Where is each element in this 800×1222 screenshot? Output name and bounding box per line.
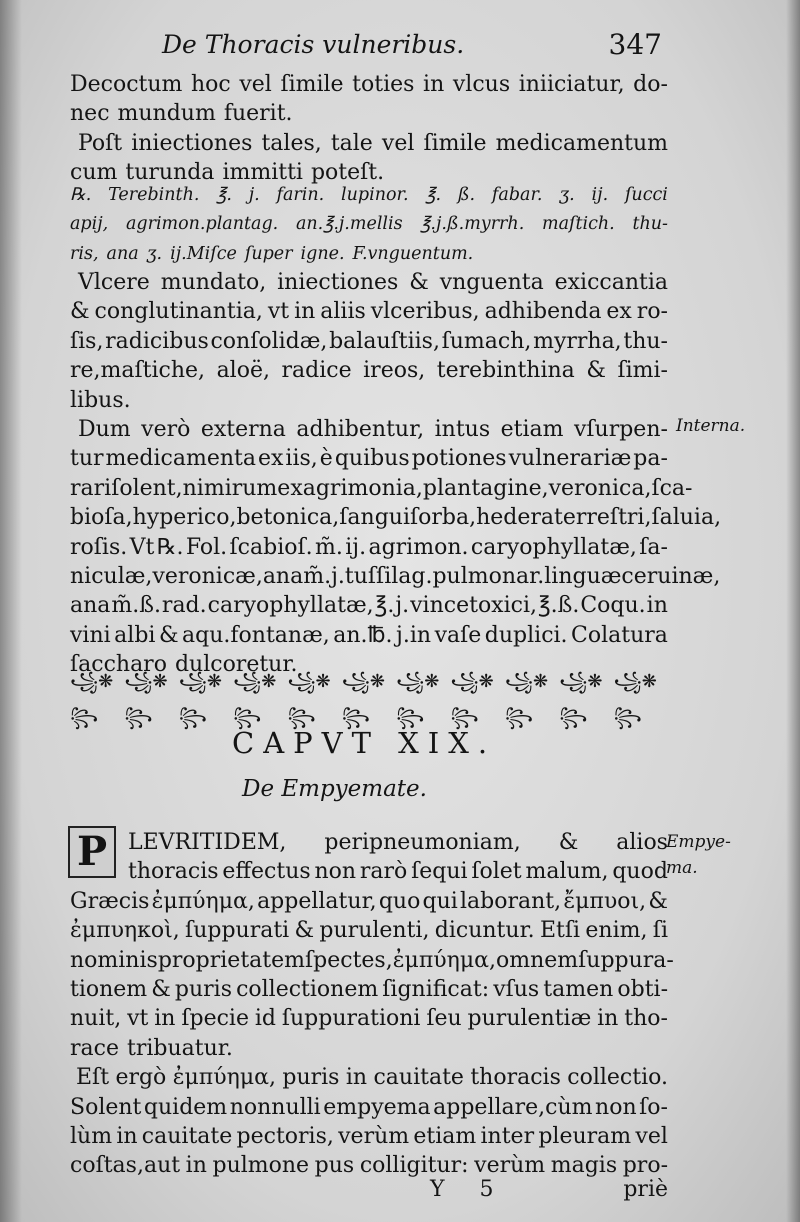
word: vlcus bbox=[452, 72, 511, 97]
word: empyema bbox=[323, 1094, 431, 1120]
text-line bbox=[70, 327, 668, 356]
word: ℥.j.ß.myrrh. bbox=[420, 214, 525, 235]
word: non bbox=[595, 1094, 637, 1120]
text-line bbox=[70, 70, 668, 99]
word: ex bbox=[257, 446, 284, 472]
text-line bbox=[70, 503, 722, 532]
word: ℞. bbox=[70, 185, 92, 205]
word: etiam bbox=[500, 416, 564, 442]
word: hoc bbox=[191, 72, 231, 97]
word: ex bbox=[277, 475, 303, 501]
word: appellatur, bbox=[257, 888, 377, 914]
paragraph-decoctum bbox=[70, 70, 668, 188]
word: conſolidæ, bbox=[210, 328, 328, 354]
word: tale bbox=[330, 130, 373, 156]
word: libus. bbox=[70, 387, 131, 413]
word: bioſa, bbox=[70, 505, 133, 531]
text-line bbox=[70, 415, 668, 444]
word: adhibentur, bbox=[296, 416, 425, 442]
word: roſis. bbox=[70, 534, 128, 560]
word: immitti bbox=[222, 160, 303, 186]
word: lupinor. bbox=[341, 185, 409, 205]
word: ij. bbox=[345, 534, 367, 560]
word: Decoctum bbox=[70, 72, 183, 97]
word: vnguenta bbox=[439, 270, 544, 295]
word: iniiciatur, bbox=[518, 72, 625, 97]
word: thoracis bbox=[470, 1065, 561, 1091]
word: vel bbox=[635, 1123, 668, 1149]
text-line bbox=[70, 297, 668, 326]
word: & bbox=[558, 830, 579, 855]
ornament-glyph: ꧁❋꧂ bbox=[559, 671, 603, 728]
word: ℥. bbox=[216, 185, 232, 205]
word: laborant, bbox=[460, 888, 562, 914]
word: medicamenta bbox=[105, 446, 256, 472]
word: ſi bbox=[652, 918, 668, 944]
word: & bbox=[294, 918, 315, 944]
word: radicibus bbox=[105, 328, 209, 354]
word: vlceribus, bbox=[370, 299, 480, 325]
word: tho- bbox=[624, 1006, 668, 1032]
word: ſimile bbox=[280, 72, 344, 97]
word: ceruinæ, bbox=[621, 563, 721, 589]
word: caryophyllatæ, bbox=[207, 593, 374, 619]
word: vaſe bbox=[434, 622, 482, 648]
text-line bbox=[70, 386, 668, 415]
word: myrrha, bbox=[533, 328, 622, 354]
word: fuerit. bbox=[223, 101, 293, 127]
word: quo bbox=[378, 888, 421, 914]
word: Fol. bbox=[185, 534, 228, 560]
ornament-glyph: ꧁❋꧂ bbox=[287, 671, 331, 728]
word: ſimile bbox=[423, 130, 487, 156]
word: ℞. bbox=[156, 534, 184, 560]
word: poteſt. bbox=[310, 160, 385, 186]
text-line bbox=[70, 1034, 668, 1063]
word: in bbox=[185, 1153, 207, 1179]
word: Vt bbox=[129, 534, 155, 560]
catchword: priè bbox=[623, 1177, 668, 1202]
word: maſtich. bbox=[541, 214, 615, 235]
text-line bbox=[70, 1093, 668, 1122]
word: iniectiones bbox=[131, 130, 253, 156]
ornament-glyph: ꧁❋꧂ bbox=[233, 671, 277, 728]
word: niculæ,veronicæ, bbox=[70, 563, 263, 589]
word: re,maſtiche, bbox=[70, 358, 206, 384]
word: turunda bbox=[125, 160, 215, 186]
word: vini bbox=[70, 622, 111, 648]
page-footer bbox=[70, 1177, 668, 1209]
word: in bbox=[597, 1006, 619, 1032]
word: proprietatem bbox=[157, 947, 305, 973]
text-line bbox=[70, 356, 668, 385]
word: ireos, bbox=[363, 358, 426, 384]
text-line bbox=[70, 444, 668, 473]
word: nominis bbox=[70, 947, 158, 973]
word: vel bbox=[381, 130, 415, 156]
page-right-shadow bbox=[786, 0, 800, 1222]
word: dicuntur. bbox=[434, 918, 535, 944]
word: vt bbox=[267, 299, 290, 325]
drop-cap: P bbox=[68, 826, 116, 878]
word: cum bbox=[70, 160, 118, 186]
word: ſaluia, bbox=[651, 505, 722, 531]
word: vincetoxici, bbox=[410, 593, 537, 619]
chapter-subtitle: De Empyemate. bbox=[242, 776, 427, 802]
word: ℥. bbox=[425, 185, 442, 205]
word: verò bbox=[141, 416, 191, 442]
word: nonnulli bbox=[229, 1094, 321, 1120]
word: Solent bbox=[70, 1094, 142, 1120]
text-line bbox=[70, 621, 668, 650]
word: quidem bbox=[143, 1094, 228, 1120]
word: collectionem bbox=[236, 976, 379, 1002]
word: radice bbox=[281, 358, 352, 384]
text-line bbox=[70, 857, 668, 886]
word: puris bbox=[174, 976, 232, 1002]
word: m̃.ß. bbox=[111, 593, 161, 619]
text-line bbox=[70, 1063, 668, 1092]
word: ſaccharo bbox=[70, 652, 167, 678]
word: pectoris, bbox=[236, 1123, 334, 1149]
word: farin. bbox=[276, 185, 325, 205]
text-line bbox=[70, 129, 668, 158]
word: toties bbox=[352, 72, 415, 97]
word: hyperico, bbox=[132, 505, 237, 531]
word: ſpectes, bbox=[305, 947, 393, 973]
word: caryophyllatæ, bbox=[470, 534, 637, 560]
text-line bbox=[70, 946, 674, 975]
word: veronica, bbox=[548, 475, 652, 501]
word: ſequi bbox=[411, 859, 468, 885]
word: Etſi bbox=[539, 918, 581, 944]
word: alios bbox=[616, 830, 668, 855]
word: in bbox=[345, 1065, 368, 1091]
word: Poſt bbox=[78, 130, 123, 156]
word: mundum bbox=[117, 101, 216, 127]
word: ſolent,nimirum bbox=[111, 475, 278, 501]
word: terebinthina bbox=[436, 358, 575, 384]
word: quod bbox=[612, 859, 668, 885]
word: vulnerariæ bbox=[508, 446, 632, 472]
word: & bbox=[158, 622, 179, 648]
text-line bbox=[70, 99, 668, 128]
word: in bbox=[423, 72, 445, 97]
margin-note-empyema-2: ma. bbox=[666, 858, 698, 878]
word: pulmonar. bbox=[432, 563, 545, 589]
word: ſimi- bbox=[617, 358, 668, 384]
word: pus bbox=[314, 1153, 355, 1179]
word: plantagine, bbox=[422, 475, 549, 501]
word: exiccantia bbox=[554, 270, 668, 295]
word: puris bbox=[282, 1065, 340, 1091]
word: & bbox=[70, 299, 90, 325]
word: ſa- bbox=[639, 534, 668, 560]
ornament-glyph: ꧁❋꧂ bbox=[341, 671, 385, 728]
word: ſumach, bbox=[441, 328, 532, 354]
word: tamen bbox=[543, 976, 614, 1002]
word: rad. bbox=[161, 593, 207, 619]
word: ſuper bbox=[244, 243, 293, 264]
word: ij.Miſce bbox=[170, 243, 237, 264]
word: aliis bbox=[320, 299, 366, 325]
word: ij. bbox=[591, 185, 609, 205]
text-line bbox=[70, 1004, 668, 1033]
text-line bbox=[70, 210, 668, 239]
signature-mark: Y 5 bbox=[430, 1177, 508, 1202]
word: j. bbox=[331, 563, 345, 589]
word: balauſtiis, bbox=[329, 328, 440, 354]
word: ana bbox=[262, 563, 304, 589]
word: ſanguiſorba, bbox=[339, 505, 477, 531]
ornament-glyph: ꧁❋꧂ bbox=[70, 671, 114, 728]
word: j.in bbox=[396, 622, 432, 648]
word: peripneumoniam, bbox=[324, 830, 521, 855]
word: dulcoretur. bbox=[174, 652, 298, 678]
word: ſpecie bbox=[181, 1006, 249, 1032]
word: tribuatur. bbox=[126, 1035, 233, 1061]
word: ἐμπύημα, bbox=[172, 1065, 276, 1091]
word: ἐμπύημα, bbox=[151, 888, 255, 914]
word: an.℥.j.mellis bbox=[295, 214, 403, 235]
word: verùm bbox=[474, 1153, 546, 1179]
word: ergò bbox=[115, 1065, 167, 1091]
word: mundato, bbox=[160, 270, 267, 295]
word: ʒ. bbox=[146, 243, 163, 264]
word: adhibenda bbox=[484, 299, 602, 325]
word: aqu.fontanæ, bbox=[182, 622, 330, 648]
word: agrimonia, bbox=[302, 475, 423, 501]
word: medicamentum bbox=[495, 130, 668, 156]
ornament-glyph: ꧁❋꧂ bbox=[504, 671, 549, 728]
word: vel bbox=[239, 72, 272, 97]
word: ana bbox=[106, 243, 139, 264]
word: Vlcere bbox=[78, 270, 150, 295]
word: in bbox=[646, 593, 668, 619]
running-head-title: De Thoracis vulneribus. bbox=[162, 30, 465, 59]
margin-note-empyema-1: Empye- bbox=[666, 832, 731, 852]
word: iniectiones bbox=[277, 270, 399, 295]
word: race bbox=[70, 1035, 119, 1061]
word: thoracis bbox=[128, 859, 219, 885]
word: in bbox=[294, 299, 316, 325]
word: ſucci bbox=[624, 185, 668, 205]
word: & bbox=[151, 976, 171, 1002]
word: tales, bbox=[261, 130, 322, 156]
margin-note-interna: Interna. bbox=[676, 416, 746, 436]
word: do- bbox=[633, 72, 668, 97]
text-line bbox=[70, 1122, 668, 1151]
word: ℥. bbox=[374, 593, 395, 619]
word: ſolet bbox=[471, 859, 522, 885]
word: cauitate bbox=[141, 1123, 233, 1149]
text-line bbox=[70, 268, 668, 297]
word: malum, bbox=[525, 859, 609, 885]
word: rari bbox=[70, 475, 112, 501]
word: collectio. bbox=[567, 1065, 668, 1091]
text-line bbox=[70, 181, 668, 210]
word: Colatura bbox=[571, 622, 668, 648]
word: nec bbox=[70, 101, 110, 127]
word: lùm bbox=[70, 1123, 113, 1149]
word: effectus bbox=[222, 859, 311, 885]
running-head bbox=[162, 30, 662, 66]
word: ex bbox=[606, 299, 632, 325]
word: è bbox=[319, 446, 333, 472]
word: Terebinth. bbox=[108, 185, 200, 205]
word: betonica, bbox=[236, 505, 340, 531]
word: Dum bbox=[78, 416, 131, 442]
word: non bbox=[314, 859, 357, 885]
word: Eſt bbox=[76, 1065, 110, 1091]
ornament-glyph: ꧁❋꧂ bbox=[124, 671, 168, 728]
word: ſca- bbox=[651, 475, 693, 501]
word: magis bbox=[550, 1153, 618, 1179]
word: thu- bbox=[632, 214, 668, 235]
word: potiones bbox=[411, 446, 507, 472]
word: iis, bbox=[285, 446, 318, 472]
word: j. bbox=[395, 593, 410, 619]
word: vt bbox=[127, 1006, 149, 1032]
word: ἐμπυηκοὶ, bbox=[70, 918, 180, 944]
text-line bbox=[70, 916, 668, 945]
word: ro- bbox=[636, 299, 668, 325]
word: in bbox=[154, 1006, 176, 1032]
word: ἐμπύημα, bbox=[392, 947, 496, 973]
word: ℥.ß. bbox=[537, 593, 580, 619]
word: coſtas,aut bbox=[70, 1153, 181, 1179]
text-line bbox=[70, 887, 668, 916]
word: pro- bbox=[622, 1153, 668, 1179]
word: intus bbox=[434, 416, 491, 442]
word: quibus bbox=[334, 446, 410, 472]
paragraph-pleuritidem bbox=[70, 828, 674, 1181]
word: vſurpen- bbox=[573, 416, 668, 442]
word: purulenti, bbox=[319, 918, 430, 944]
word: etiam bbox=[413, 1123, 477, 1149]
word: m̃. bbox=[303, 563, 332, 589]
word: obti- bbox=[617, 976, 668, 1002]
word: hedera bbox=[476, 505, 555, 531]
word: pulmone bbox=[212, 1153, 310, 1179]
chapter-heading: CAPVT XIX. bbox=[232, 726, 497, 760]
recipe-unguentum bbox=[70, 181, 668, 269]
word: ana bbox=[70, 593, 111, 619]
page-number: 347 bbox=[608, 28, 662, 61]
word: rarò bbox=[359, 859, 408, 885]
word: & bbox=[409, 270, 429, 295]
word: ß. bbox=[457, 185, 476, 205]
word: pleuram bbox=[538, 1123, 632, 1149]
word: ſis, bbox=[70, 328, 104, 354]
word: cauitate bbox=[373, 1065, 464, 1091]
word: agrimon.plantag. bbox=[125, 214, 279, 235]
word: tionem bbox=[70, 976, 148, 1002]
word: & bbox=[586, 358, 606, 384]
word: qui bbox=[422, 888, 458, 914]
word: verùm bbox=[338, 1123, 410, 1149]
ornament-glyph: ꧁❋꧂ bbox=[178, 671, 222, 728]
word: appellare,cùm bbox=[433, 1094, 593, 1120]
word: ʒ. bbox=[559, 185, 575, 205]
word: albi bbox=[114, 622, 156, 648]
text-line bbox=[70, 975, 668, 1004]
text-line bbox=[70, 240, 668, 269]
word: m̃. bbox=[315, 534, 343, 560]
word: vſus bbox=[493, 976, 540, 1002]
word: omnem bbox=[495, 947, 579, 973]
word: fabar. bbox=[491, 185, 543, 205]
word: externa bbox=[200, 416, 286, 442]
word: colligitur: bbox=[359, 1153, 469, 1179]
word: j. bbox=[248, 185, 260, 205]
word: ἔμπυοι, bbox=[563, 888, 647, 914]
text-line bbox=[70, 562, 721, 591]
word: igne. bbox=[300, 243, 345, 264]
word: ſuppurationi bbox=[281, 1006, 421, 1032]
ornament-glyph: ꧁❋꧂ bbox=[396, 671, 440, 728]
word: an.℔. bbox=[333, 622, 393, 648]
word: nuit, bbox=[70, 1006, 122, 1032]
word: pa- bbox=[633, 446, 668, 472]
ornament-band bbox=[70, 671, 668, 728]
word: ris, bbox=[70, 243, 99, 264]
word: ſuppura- bbox=[578, 947, 674, 973]
word: in bbox=[116, 1123, 138, 1149]
text-line bbox=[70, 474, 693, 503]
word: id bbox=[254, 1006, 276, 1032]
page-left-shadow bbox=[0, 0, 22, 1222]
word: tuſſilag. bbox=[344, 563, 433, 589]
text-line bbox=[70, 591, 668, 620]
word: terreſtri, bbox=[554, 505, 652, 531]
word: linguæ bbox=[544, 563, 622, 589]
word: aloë, bbox=[216, 358, 270, 384]
word: purulentiæ bbox=[467, 1006, 592, 1032]
word: ſcabioſ. bbox=[229, 534, 313, 560]
word: enim, bbox=[585, 918, 648, 944]
word: ſuppurati bbox=[185, 918, 290, 944]
word: LEVRITIDEM, bbox=[128, 830, 287, 855]
word: ſeu bbox=[426, 1006, 462, 1032]
word: Coqu. bbox=[580, 593, 646, 619]
word: conglutinantia, bbox=[94, 299, 263, 325]
text-line bbox=[70, 828, 668, 857]
word: tur bbox=[70, 446, 104, 472]
word: Græcis bbox=[70, 888, 150, 914]
word: ſo- bbox=[639, 1094, 668, 1120]
word: inter bbox=[480, 1123, 535, 1149]
word: ſignificat: bbox=[382, 976, 490, 1002]
word: duplici. bbox=[484, 622, 568, 648]
ornament-glyph: ꧁❋꧂ bbox=[613, 671, 657, 728]
word: apij, bbox=[70, 214, 109, 235]
text-line bbox=[70, 533, 668, 562]
ornament-glyph: ꧁❋꧂ bbox=[450, 671, 494, 728]
word: F.vnguentum. bbox=[352, 243, 474, 264]
word: thu- bbox=[623, 328, 668, 354]
word: & bbox=[648, 888, 668, 914]
word: agrimon. bbox=[368, 534, 469, 560]
